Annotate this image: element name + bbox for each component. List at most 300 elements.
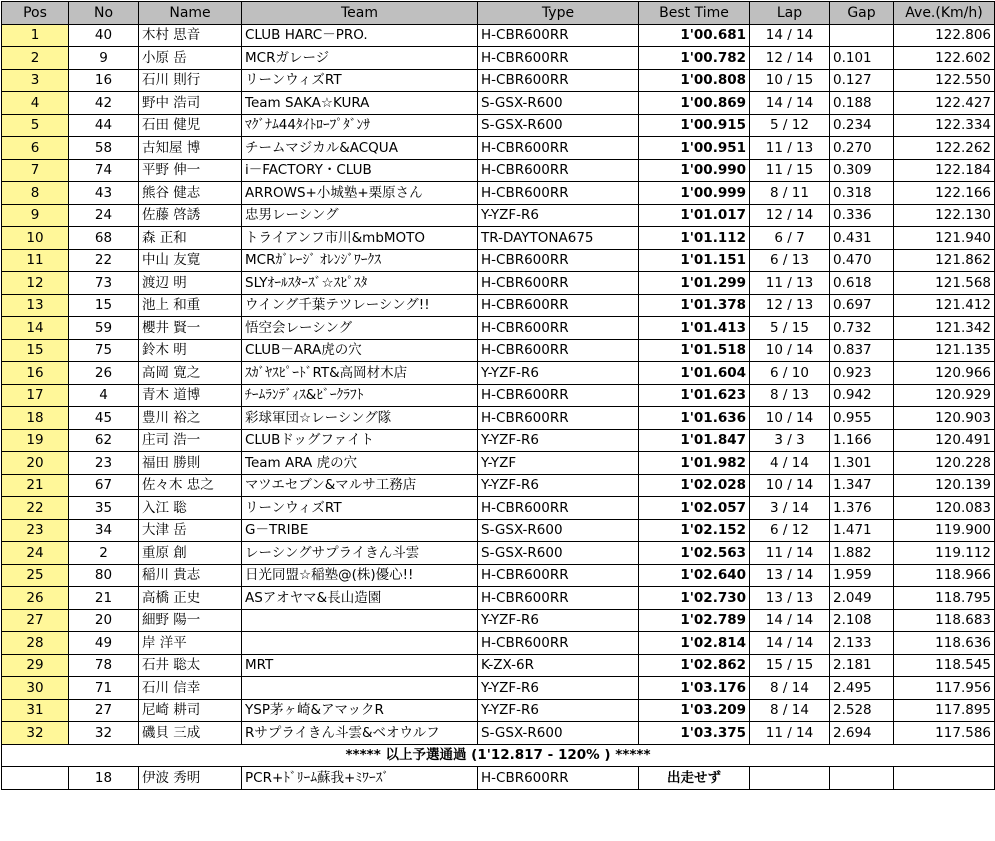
cell-name: 福田 勝則 <box>139 452 242 475</box>
cell-no: 71 <box>69 677 139 700</box>
cell-name: 熊谷 健志 <box>139 182 242 205</box>
cell-gap: 0.470 <box>830 249 894 272</box>
cell-name: 木村 思音 <box>139 24 242 47</box>
cell-no: 80 <box>69 564 139 587</box>
qualify-note: ***** 以上予選通過 (1'12.817 - 120% ) ***** <box>2 744 995 767</box>
cell-name: 豊川 裕之 <box>139 407 242 430</box>
cell-pos: 5 <box>2 114 69 137</box>
table-row <box>2 677 995 700</box>
cell-pos: 20 <box>2 452 69 475</box>
cell-team: 忠男レーシング <box>242 204 478 227</box>
cell-best: 1'00.782 <box>639 47 750 70</box>
cell-team: 日光同盟☆稲塾@(株)優心!! <box>242 564 478 587</box>
cell-no: 35 <box>69 497 139 520</box>
cell-name: 石川 信幸 <box>139 677 242 700</box>
table-row <box>2 159 995 182</box>
cell-type: TR-DAYTONA675 <box>478 227 639 250</box>
cell-name: 野中 浩司 <box>139 92 242 115</box>
cell-best: 1'01.112 <box>639 227 750 250</box>
cell-ave <box>894 767 995 790</box>
cell-team: 彩球軍団☆レーシング隊 <box>242 407 478 430</box>
cell-no: 32 <box>69 722 139 745</box>
cell-team: CLUB－ARA虎の穴 <box>242 339 478 362</box>
cell-pos: 12 <box>2 272 69 295</box>
cell-lap: 8 / 14 <box>750 677 830 700</box>
cell-best: 1'00.990 <box>639 159 750 182</box>
cell-lap: 6 / 10 <box>750 362 830 385</box>
cell-lap: 12 / 13 <box>750 294 830 317</box>
cell-gap: 0.697 <box>830 294 894 317</box>
cell-type: K-ZX-6R <box>478 654 639 677</box>
dns-row <box>2 767 995 790</box>
cell-best: 1'02.152 <box>639 519 750 542</box>
cell-type: Y-YZF-R6 <box>478 677 639 700</box>
cell-team: ARROWS+小城塾+栗原さん <box>242 182 478 205</box>
cell-team: i－FACTORY・CLUB <box>242 159 478 182</box>
cell-name: 平野 伸一 <box>139 159 242 182</box>
cell-best: 1'03.209 <box>639 699 750 722</box>
cell-gap: 1.347 <box>830 474 894 497</box>
cell-lap: 15 / 15 <box>750 654 830 677</box>
cell-lap: 5 / 15 <box>750 317 830 340</box>
cell-ave: 120.228 <box>894 452 995 475</box>
cell-name: 佐藤 啓誘 <box>139 204 242 227</box>
cell-pos: 18 <box>2 407 69 430</box>
cell-no: 18 <box>69 767 139 790</box>
cell-lap: 8 / 11 <box>750 182 830 205</box>
table-row <box>2 587 995 610</box>
cell-ave: 121.342 <box>894 317 995 340</box>
cell-pos: 2 <box>2 47 69 70</box>
cell-gap: 0.127 <box>830 69 894 92</box>
cell-lap: 8 / 14 <box>750 699 830 722</box>
cell-best: 出走せず <box>639 767 750 790</box>
cell-no: 26 <box>69 362 139 385</box>
cell-pos: 31 <box>2 699 69 722</box>
cell-best: 1'02.640 <box>639 564 750 587</box>
table-row <box>2 182 995 205</box>
cell-team <box>242 677 478 700</box>
cell-type: S-GSX-R600 <box>478 722 639 745</box>
cell-pos: 11 <box>2 249 69 272</box>
cell-pos: 15 <box>2 339 69 362</box>
cell-no: 49 <box>69 632 139 655</box>
table-row <box>2 317 995 340</box>
cell-ave: 120.903 <box>894 407 995 430</box>
cell-type: S-GSX-R600 <box>478 519 639 542</box>
cell-lap: 10 / 15 <box>750 69 830 92</box>
cell-type: H-CBR600RR <box>478 137 639 160</box>
cell-lap: 8 / 13 <box>750 384 830 407</box>
cell-gap: 1.959 <box>830 564 894 587</box>
cell-ave: 117.895 <box>894 699 995 722</box>
cell-gap: 0.101 <box>830 47 894 70</box>
cell-type: H-CBR600RR <box>478 272 639 295</box>
cell-team: MCRｶﾞﾚｰｼﾞ ｵﾚﾝｼﾞﾜｰｸｽ <box>242 249 478 272</box>
cell-type: H-CBR600RR <box>478 294 639 317</box>
cell-ave: 120.491 <box>894 429 995 452</box>
cell-team: ﾏｸﾞﾅﾑ44ﾀｲﾄﾛｰﾌﾟﾀﾞﾝｻ <box>242 114 478 137</box>
table-row <box>2 294 995 317</box>
cell-team: MRT <box>242 654 478 677</box>
cell-team: トライアンフ市川&mbMOTO <box>242 227 478 250</box>
cell-type: H-CBR600RR <box>478 632 639 655</box>
cell-name: 櫻井 賢一 <box>139 317 242 340</box>
cell-team: リーンウィズRT <box>242 497 478 520</box>
table-row <box>2 204 995 227</box>
table-row <box>2 429 995 452</box>
cell-best: 1'01.982 <box>639 452 750 475</box>
cell-no: 68 <box>69 227 139 250</box>
cell-name: 佐々木 忠之 <box>139 474 242 497</box>
cell-name: 大津 岳 <box>139 519 242 542</box>
cell-name: 渡辺 明 <box>139 272 242 295</box>
cell-ave: 121.568 <box>894 272 995 295</box>
cell-lap: 3 / 14 <box>750 497 830 520</box>
cell-ave: 120.139 <box>894 474 995 497</box>
cell-no: 75 <box>69 339 139 362</box>
cell-type: Y-YZF-R6 <box>478 474 639 497</box>
cell-team: Team ARA 虎の穴 <box>242 452 478 475</box>
cell-ave: 122.806 <box>894 24 995 47</box>
cell-gap: 1.882 <box>830 542 894 565</box>
cell-best: 1'01.623 <box>639 384 750 407</box>
cell-gap: 0.336 <box>830 204 894 227</box>
results-body <box>2 24 995 789</box>
cell-team: ASアオヤマ&長山造園 <box>242 587 478 610</box>
cell-best: 1'03.375 <box>639 722 750 745</box>
cell-type: Y-YZF-R6 <box>478 699 639 722</box>
cell-name: 入江 聡 <box>139 497 242 520</box>
cell-team: CLUBドッグファイト <box>242 429 478 452</box>
cell-team <box>242 632 478 655</box>
cell-type: H-CBR600RR <box>478 767 639 790</box>
cell-best: 1'02.862 <box>639 654 750 677</box>
cell-no: 34 <box>69 519 139 542</box>
table-row <box>2 564 995 587</box>
cell-ave: 118.966 <box>894 564 995 587</box>
cell-gap: 0.318 <box>830 182 894 205</box>
cell-ave: 118.545 <box>894 654 995 677</box>
cell-ave: 122.166 <box>894 182 995 205</box>
cell-ave: 121.412 <box>894 294 995 317</box>
cell-no: 2 <box>69 542 139 565</box>
cell-best: 1'01.299 <box>639 272 750 295</box>
cell-ave: 120.929 <box>894 384 995 407</box>
cell-type: H-CBR600RR <box>478 384 639 407</box>
cell-type: H-CBR600RR <box>478 497 639 520</box>
cell-gap: 0.270 <box>830 137 894 160</box>
cell-ave: 122.262 <box>894 137 995 160</box>
cell-pos: 17 <box>2 384 69 407</box>
cell-best: 1'02.814 <box>639 632 750 655</box>
cell-ave: 119.900 <box>894 519 995 542</box>
header-lap: Lap <box>750 2 830 25</box>
cell-lap: 3 / 3 <box>750 429 830 452</box>
cell-no: 59 <box>69 317 139 340</box>
cell-type: S-GSX-R600 <box>478 114 639 137</box>
table-row <box>2 339 995 362</box>
cell-ave: 118.795 <box>894 587 995 610</box>
cell-gap: 1.166 <box>830 429 894 452</box>
table-row <box>2 272 995 295</box>
cell-pos: 4 <box>2 92 69 115</box>
cell-pos: 13 <box>2 294 69 317</box>
cell-best: 1'02.028 <box>639 474 750 497</box>
cell-pos: 23 <box>2 519 69 542</box>
cell-gap: 1.471 <box>830 519 894 542</box>
cell-pos: 10 <box>2 227 69 250</box>
cell-gap: 1.301 <box>830 452 894 475</box>
cell-type: H-CBR600RR <box>478 339 639 362</box>
cell-lap: 6 / 12 <box>750 519 830 542</box>
table-row <box>2 92 995 115</box>
cell-type: H-CBR600RR <box>478 249 639 272</box>
cell-lap: 12 / 14 <box>750 47 830 70</box>
cell-pos: 1 <box>2 24 69 47</box>
header-name: Name <box>139 2 242 25</box>
cell-pos: 16 <box>2 362 69 385</box>
cell-team: Rサプライきん斗雲&ベオウルフ <box>242 722 478 745</box>
cell-name: 青木 道博 <box>139 384 242 407</box>
cell-pos: 6 <box>2 137 69 160</box>
cell-best: 1'02.057 <box>639 497 750 520</box>
cell-team: MCRガレージ <box>242 47 478 70</box>
cell-pos: 8 <box>2 182 69 205</box>
cell-best: 1'01.604 <box>639 362 750 385</box>
cell-type: H-CBR600RR <box>478 317 639 340</box>
cell-ave: 117.956 <box>894 677 995 700</box>
cell-gap: 0.309 <box>830 159 894 182</box>
cell-name: 庄司 浩一 <box>139 429 242 452</box>
cell-pos <box>2 767 69 790</box>
cell-team: ﾁｰﾑﾗﾝﾃﾞｨｽ&ﾋﾞｰｸﾗﾌﾄ <box>242 384 478 407</box>
cell-best: 1'02.789 <box>639 609 750 632</box>
cell-type: H-CBR600RR <box>478 182 639 205</box>
cell-no: 15 <box>69 294 139 317</box>
cell-pos: 28 <box>2 632 69 655</box>
cell-name: 池上 和重 <box>139 294 242 317</box>
header-ave: Ave.(Km/h) <box>894 2 995 25</box>
cell-no: 45 <box>69 407 139 430</box>
cell-no: 24 <box>69 204 139 227</box>
cell-no: 43 <box>69 182 139 205</box>
cell-pos: 14 <box>2 317 69 340</box>
table-row <box>2 722 995 745</box>
table-row <box>2 452 995 475</box>
cell-ave: 120.083 <box>894 497 995 520</box>
table-row <box>2 654 995 677</box>
cell-no: 74 <box>69 159 139 182</box>
cell-name: 高岡 寛之 <box>139 362 242 385</box>
cell-lap: 10 / 14 <box>750 474 830 497</box>
cell-team: PCR+ﾄﾞﾘｰﾑ蘇我+ﾐﾜｰｽﾞ <box>242 767 478 790</box>
cell-name: 小原 岳 <box>139 47 242 70</box>
cell-no: 20 <box>69 609 139 632</box>
cell-name: 森 正和 <box>139 227 242 250</box>
results-table <box>1 1 995 790</box>
cell-team: G－TRIBE <box>242 519 478 542</box>
cell-pos: 9 <box>2 204 69 227</box>
cell-no: 62 <box>69 429 139 452</box>
cell-team: マツエセブン&マルサ工務店 <box>242 474 478 497</box>
cell-pos: 7 <box>2 159 69 182</box>
cell-name: 岸 洋平 <box>139 632 242 655</box>
cell-gap: 0.923 <box>830 362 894 385</box>
table-row <box>2 69 995 92</box>
cell-ave: 120.966 <box>894 362 995 385</box>
cell-pos: 25 <box>2 564 69 587</box>
cell-name: 石井 聡太 <box>139 654 242 677</box>
cell-gap: 0.618 <box>830 272 894 295</box>
cell-team: レーシングサプライきん斗雲 <box>242 542 478 565</box>
cell-type: H-CBR600RR <box>478 564 639 587</box>
cell-no: 40 <box>69 24 139 47</box>
cell-best: 1'01.151 <box>639 249 750 272</box>
table-row <box>2 542 995 565</box>
table-row <box>2 114 995 137</box>
header-no: No <box>69 2 139 25</box>
cell-ave: 118.683 <box>894 609 995 632</box>
cell-best: 1'00.869 <box>639 92 750 115</box>
cell-no: 67 <box>69 474 139 497</box>
cell-gap: 0.732 <box>830 317 894 340</box>
cell-pos: 26 <box>2 587 69 610</box>
cell-no: 42 <box>69 92 139 115</box>
cell-type: Y-YZF-R6 <box>478 609 639 632</box>
cell-pos: 29 <box>2 654 69 677</box>
cell-no: 22 <box>69 249 139 272</box>
cell-lap: 4 / 14 <box>750 452 830 475</box>
cell-lap: 6 / 7 <box>750 227 830 250</box>
cell-lap: 13 / 13 <box>750 587 830 610</box>
cell-name: 中山 友寛 <box>139 249 242 272</box>
cell-gap: 0.955 <box>830 407 894 430</box>
cell-pos: 22 <box>2 497 69 520</box>
table-row <box>2 137 995 160</box>
cell-name: 稲川 貴志 <box>139 564 242 587</box>
cell-gap: 2.049 <box>830 587 894 610</box>
cell-ave: 122.334 <box>894 114 995 137</box>
cell-pos: 21 <box>2 474 69 497</box>
cell-gap: 2.133 <box>830 632 894 655</box>
cell-pos: 3 <box>2 69 69 92</box>
cell-pos: 32 <box>2 722 69 745</box>
table-row <box>2 407 995 430</box>
cell-lap: 11 / 15 <box>750 159 830 182</box>
header-team: Team <box>242 2 478 25</box>
cell-ave: 121.862 <box>894 249 995 272</box>
cell-no: 4 <box>69 384 139 407</box>
cell-team <box>242 609 478 632</box>
cell-gap: 2.108 <box>830 609 894 632</box>
cell-gap: 0.942 <box>830 384 894 407</box>
cell-type: H-CBR600RR <box>478 407 639 430</box>
cell-ave: 117.586 <box>894 722 995 745</box>
table-row <box>2 519 995 542</box>
cell-gap: 2.694 <box>830 722 894 745</box>
cell-lap: 11 / 14 <box>750 542 830 565</box>
cell-no: 58 <box>69 137 139 160</box>
table-row <box>2 24 995 47</box>
cell-lap: 14 / 14 <box>750 632 830 655</box>
cell-best: 1'00.808 <box>639 69 750 92</box>
cell-no: 27 <box>69 699 139 722</box>
cell-no: 73 <box>69 272 139 295</box>
cell-name: 伊波 秀明 <box>139 767 242 790</box>
cell-team: YSP茅ヶ崎&アマックR <box>242 699 478 722</box>
cell-lap: 10 / 14 <box>750 339 830 362</box>
cell-lap: 13 / 14 <box>750 564 830 587</box>
table-row <box>2 362 995 385</box>
cell-team: Team SAKA☆KURA <box>242 92 478 115</box>
cell-lap: 14 / 14 <box>750 24 830 47</box>
cell-type: H-CBR600RR <box>478 69 639 92</box>
cell-ave: 122.427 <box>894 92 995 115</box>
cell-ave: 122.550 <box>894 69 995 92</box>
cell-best: 1'01.518 <box>639 339 750 362</box>
cell-lap: 11 / 13 <box>750 272 830 295</box>
cell-gap: 0.234 <box>830 114 894 137</box>
cell-name: 古知屋 博 <box>139 137 242 160</box>
cell-name: 石川 則行 <box>139 69 242 92</box>
cell-ave: 122.602 <box>894 47 995 70</box>
cell-lap: 5 / 12 <box>750 114 830 137</box>
table-row <box>2 47 995 70</box>
cell-name: 磯貝 三成 <box>139 722 242 745</box>
cell-best: 1'00.681 <box>639 24 750 47</box>
cell-no: 23 <box>69 452 139 475</box>
cell-gap: 2.181 <box>830 654 894 677</box>
cell-name: 細野 陽一 <box>139 609 242 632</box>
table-row <box>2 384 995 407</box>
cell-type: Y-YZF-R6 <box>478 362 639 385</box>
cell-pos: 24 <box>2 542 69 565</box>
header-type: Type <box>478 2 639 25</box>
cell-team: リーンウィズRT <box>242 69 478 92</box>
cell-no: 9 <box>69 47 139 70</box>
cell-lap <box>750 767 830 790</box>
cell-best: 1'01.636 <box>639 407 750 430</box>
cell-gap <box>830 24 894 47</box>
table-row <box>2 609 995 632</box>
header-pos: Pos <box>2 2 69 25</box>
cell-ave: 122.130 <box>894 204 995 227</box>
cell-lap: 14 / 14 <box>750 92 830 115</box>
header-row <box>2 2 995 25</box>
cell-type: Y-YZF-R6 <box>478 204 639 227</box>
cell-no: 78 <box>69 654 139 677</box>
cell-gap: 2.528 <box>830 699 894 722</box>
cell-best: 1'01.847 <box>639 429 750 452</box>
cell-no: 44 <box>69 114 139 137</box>
cell-name: 重原 創 <box>139 542 242 565</box>
cell-lap: 12 / 14 <box>750 204 830 227</box>
cell-gap <box>830 767 894 790</box>
cell-lap: 11 / 13 <box>750 137 830 160</box>
cell-best: 1'02.563 <box>639 542 750 565</box>
table-row <box>2 474 995 497</box>
cell-gap: 1.376 <box>830 497 894 520</box>
results-sheet <box>1 1 995 790</box>
cell-team: CLUB HARC－PRO. <box>242 24 478 47</box>
cell-type: S-GSX-R600 <box>478 542 639 565</box>
cell-best: 1'01.378 <box>639 294 750 317</box>
cell-team: ウイング千葉テツレーシング!! <box>242 294 478 317</box>
cell-ave: 122.184 <box>894 159 995 182</box>
cell-team: 悟空会レーシング <box>242 317 478 340</box>
cell-pos: 27 <box>2 609 69 632</box>
